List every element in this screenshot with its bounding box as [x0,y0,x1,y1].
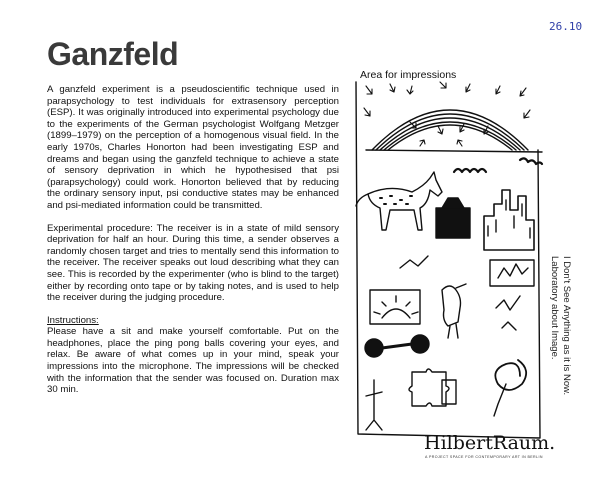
impressions-drawing [350,80,550,440]
instructions-heading: Instructions: [47,314,99,326]
page-title: Ganzfeld [47,36,179,72]
procedure-paragraph: Experimental procedure: The receiver is in a state of mild sensory deprivation for half an hour. During this time, a sender observes a randomly chosen target and tries to mentally send this information to the receiver. The receiver speaks out loud describing what they can see. This is recorded by the experimenter (who is blind to the target) either by recording onto tape or by taking notes, and is used to help the receiver during the judging procedure. [47,222,339,304]
body-text [47,84,339,407]
side-caption-line-2: Laboratory about Image. [549,256,560,360]
intro-paragraph: A ganzfeld experiment is a pseudoscientific technique used in parapsychology to test individuals for extrasensory perception (ESP). It was originally introduced into experimental psychology due to the experiments of the German psychologist Wolfgang Metzger (1899–1979) on the perception of a homogenous visual field. In the early 1970s, Charles Honorton had been investigating ESP and dreams and began using the ganzfeld technique to achieve a state of sensory deprivation in which he hypothesised that psi (parapsychology) could work. Honorton believed that by reducing the ordinary sensory input, psi conductive states may be enhanced and psi-mediated information could be transmitted. [47,84,339,211]
handwritten-note: 26.10 [549,20,583,33]
impressions-area-label: Area for impressions [360,69,457,81]
side-caption-line-1: I Don't See Anything as it is Now. [561,256,572,396]
hilbertraum-logo: HilbertRaum. [424,432,556,454]
logo-tagline: A PROJECT SPACE FOR CONTEMPORARY ART IN BERLIN [425,455,543,459]
instructions-paragraph: Please have a sit and make yourself comfortable. Put on the headphones, place the ping pong balls covering your eyes, and relax. Be aware of what comes up in your mind, speak your impressions into the microphone. The impressions will be checked with the information that the sender was focused on. Duration max 30 min. [47,326,339,396]
